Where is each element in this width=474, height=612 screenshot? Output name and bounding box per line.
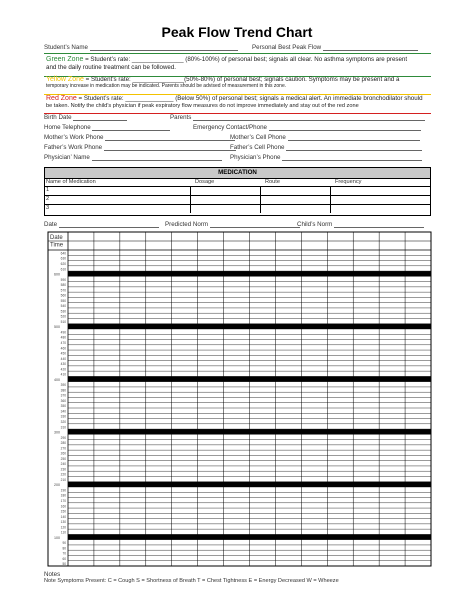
- value-label: 80: [62, 546, 66, 551]
- value-label: 220: [60, 472, 66, 477]
- value-label: 390: [60, 383, 66, 388]
- value-label: 140: [60, 514, 66, 519]
- value-label: 460: [60, 346, 66, 351]
- red-zone-text: = Student’s rate: ______________ (Below 50%) of personal best; signals a medical alert. An immediate bronchodilator should: [78, 95, 423, 102]
- med-col-route: Route: [265, 179, 280, 185]
- value-label: 120: [60, 525, 66, 530]
- value-label: 420: [60, 367, 66, 372]
- value-label: 250: [60, 456, 66, 461]
- mothers-cell-label: Mother’s Cell Phone: [230, 134, 420, 141]
- med-col-dosage: Dosage: [195, 179, 215, 185]
- green-zone-label: Green Zone: [46, 56, 84, 63]
- value-label: 480: [60, 335, 66, 340]
- value-label: 160: [60, 504, 66, 509]
- red-zone-label: Red Zone: [46, 95, 77, 102]
- value-label: 570: [60, 288, 66, 293]
- value-label: 440: [60, 356, 66, 361]
- value-label: 580: [60, 283, 66, 288]
- emergency-contact-label: Emergency Contact/Phone: [193, 124, 421, 131]
- major-value-label: 200: [54, 483, 60, 488]
- value-label: 90: [62, 541, 66, 546]
- yellow-zone-text-2: temporary increase in medication may be indicated. Parents should be advised of measurement in this zone.: [46, 82, 287, 89]
- value-label: 240: [60, 462, 66, 467]
- childs-norm-label: Child’s Norm: [297, 221, 424, 228]
- value-label: 350: [60, 404, 66, 409]
- major-value-label: 400: [54, 377, 60, 382]
- personal-best-label: Personal Best Peak Flow: [252, 44, 418, 51]
- value-label: 60: [62, 556, 66, 561]
- value-label: 110: [60, 530, 66, 535]
- medication-row[interactable]: 2: [45, 195, 430, 204]
- value-label: 490: [60, 330, 66, 335]
- yellow-zone-text: = Student’s rate: _______________(50%-80%) of personal best; signals caution. Symptoms may be present and a: [85, 76, 400, 83]
- fathers-work-label: Father’s Work Phone: [44, 144, 236, 151]
- birth-date-label: Birth Date: [44, 114, 127, 121]
- grid-border: [48, 232, 431, 566]
- value-label: 190: [60, 488, 66, 493]
- value-label: 630: [60, 256, 66, 261]
- value-label: 230: [60, 467, 66, 472]
- value-label: 540: [60, 304, 66, 309]
- value-label: 130: [60, 520, 66, 525]
- physicians-name-label: Physician’ Name: [44, 154, 222, 161]
- major-value-label: 100: [54, 535, 60, 540]
- value-label: 150: [60, 509, 66, 514]
- value-label: 550: [60, 298, 66, 303]
- value-label: 210: [60, 477, 66, 482]
- notes-label: Notes: [44, 571, 61, 578]
- value-label: 450: [60, 351, 66, 356]
- value-label: 620: [60, 262, 66, 266]
- parents-label: Parents: [170, 114, 425, 121]
- value-label: 520: [60, 314, 66, 319]
- major-value-label: 500: [54, 325, 60, 330]
- medication-row[interactable]: 3: [45, 204, 430, 213]
- value-label: 370: [60, 393, 66, 398]
- predicted-norm-label: Predicted Norm: [165, 221, 300, 228]
- fathers-cell-label: Father’s Cell Phone: [230, 144, 422, 151]
- medication-heading: MEDICATION: [45, 168, 430, 179]
- value-label: 610: [60, 267, 66, 272]
- value-label: 180: [60, 493, 66, 498]
- value-label: 380: [60, 388, 66, 393]
- green-zone-text-2: and the daily routine treatment can be followed.: [46, 63, 177, 71]
- date-label: Date: [44, 221, 159, 228]
- medication-row[interactable]: 1: [45, 186, 430, 195]
- value-label: 430: [60, 362, 66, 367]
- symptoms-legend: Note Symptoms Present: C = Cough S = Shortness of Breath T = Chest Tightness E = Energy Decreased W = Wheeze: [44, 578, 339, 584]
- students-name-label: Student’s Name: [44, 44, 238, 51]
- home-telephone-label: Home Telephone: [44, 124, 170, 131]
- value-label: 340: [60, 409, 66, 414]
- red-zone-text-2: be taken. Notify the child’s physician if peak expiratory flow measures do not improve immediately and stay out of the red zone: [46, 102, 359, 109]
- mothers-work-label: Mother’s Work Phone: [44, 134, 235, 141]
- value-label: 560: [60, 293, 66, 298]
- value-label: 640: [60, 251, 66, 256]
- value-label: 590: [60, 277, 66, 282]
- value-label: 50: [62, 562, 66, 567]
- value-label: 330: [60, 414, 66, 419]
- value-label: 470: [60, 341, 66, 345]
- value-label: 320: [60, 420, 66, 424]
- page-title: Peak Flow Trend Chart: [161, 24, 313, 40]
- value-label: 70: [62, 551, 66, 556]
- med-col-name: Name of Medication: [46, 179, 96, 185]
- value-label: 290: [60, 435, 66, 440]
- value-label: 530: [60, 309, 66, 314]
- value-label: 510: [60, 319, 66, 324]
- value-label: 170: [60, 499, 66, 503]
- green-zone-text: = Student’s rate: _______________ (80%-100%) of personal best; signals all clear. No asthma symptoms are present: [85, 56, 408, 63]
- physicians-phone-label: Physician’s Phone: [230, 154, 422, 161]
- grid-time-label: Time: [50, 242, 64, 249]
- major-value-label: 600: [54, 272, 60, 277]
- value-label: 280: [60, 441, 66, 446]
- value-label: 410: [60, 372, 66, 377]
- major-value-label: 300: [54, 430, 60, 435]
- med-col-frequency: Frequency: [335, 179, 362, 185]
- yellow-zone-label: Yellow Zone: [46, 76, 84, 83]
- value-label: 310: [60, 425, 66, 430]
- value-label: 270: [60, 446, 66, 451]
- value-label: 260: [60, 451, 66, 456]
- grid-date-label: Date: [50, 235, 63, 241]
- value-label: 360: [60, 398, 66, 403]
